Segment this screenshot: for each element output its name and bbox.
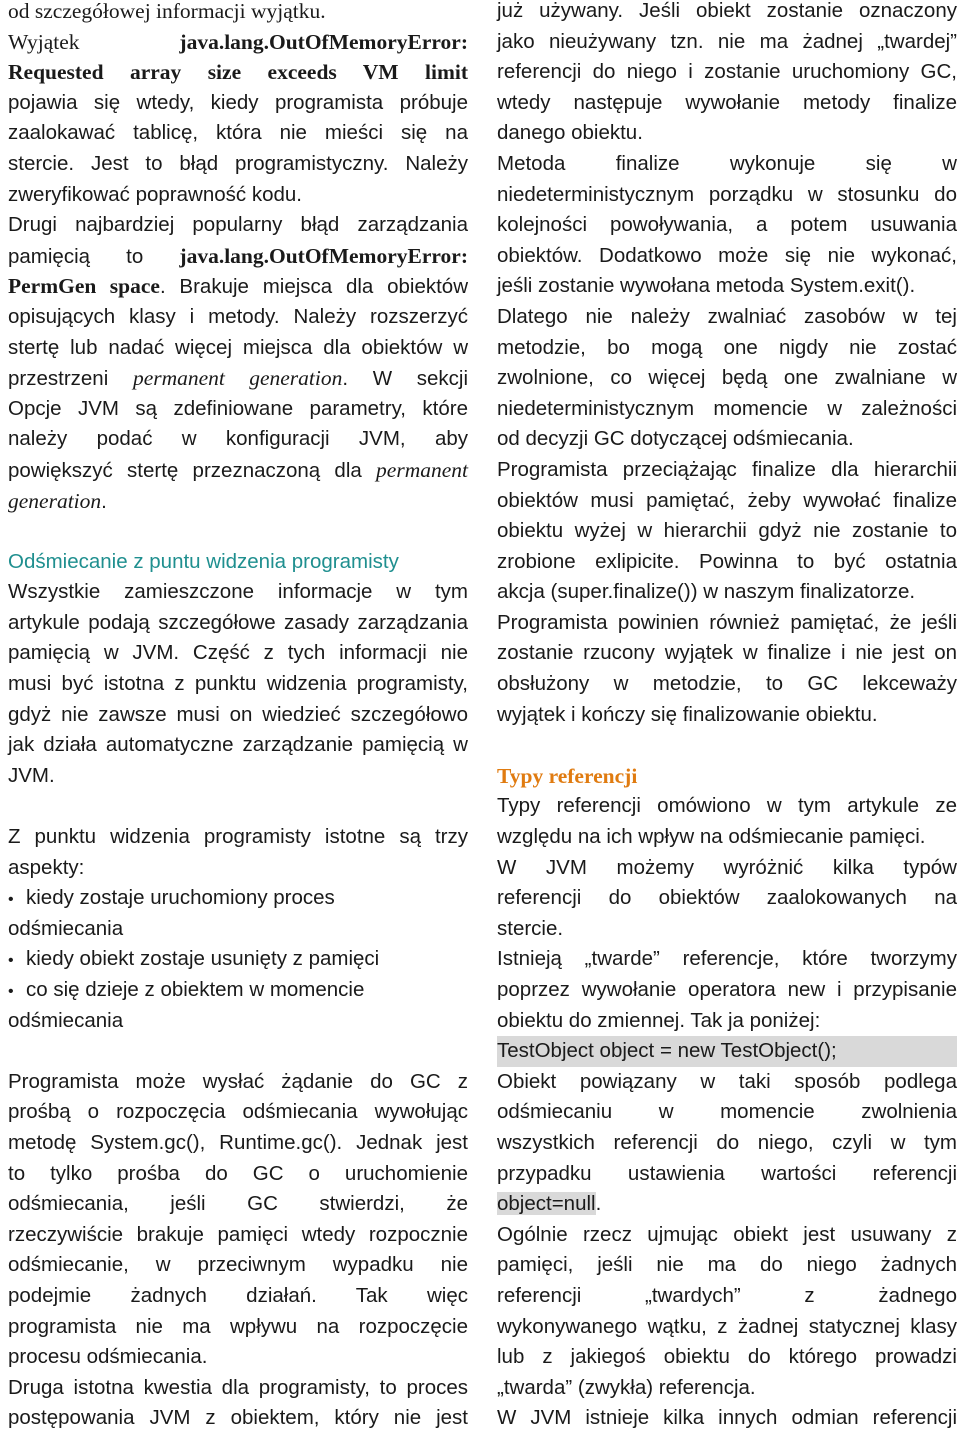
error-message: Requested array size exceeds VM limit — [8, 60, 468, 85]
text-line: danego obiektu. — [497, 121, 643, 145]
text-line: zrobione exlipicite. Powinna to być ostatnia — [497, 549, 957, 573]
text-line: odśmiecania, jeśli GC stwierdzi, że — [8, 1192, 468, 1216]
text-line: PermGen space. Brakuje miejsca dla obiektów — [8, 274, 468, 299]
text-line: programista nie ma wpływu na rozpoczęcie — [8, 1314, 468, 1338]
text-line: przypadku ustawienia wartości referencji — [497, 1161, 957, 1185]
text-line: Dlatego nie należy zwalniać zasobów w tej — [497, 304, 957, 328]
text-line: to tylko prośba do GC o uruchomienie — [8, 1161, 468, 1185]
text-line: pamięci, jeśli nie ma do niego żadnych — [497, 1253, 957, 1277]
text-line: podejmie żadnych działań. Tak więc — [8, 1283, 468, 1307]
text-line: „twarda” (zwykła) referencja. — [497, 1375, 756, 1399]
text-line: Ogólnie rzecz ujmując obiekt jest usuwany z — [497, 1222, 957, 1246]
section-heading: Typy referencji — [497, 763, 638, 788]
text-line: procesu odśmiecania. — [8, 1345, 208, 1369]
text-line: referencji do obiektów zaalokowanych na — [497, 886, 957, 910]
text-line: przestrzeni permanent generation. W sekcji — [8, 366, 468, 391]
right-column — [497, 0, 957, 1434]
text-line: już używany. Jeśli obiekt zostanie oznaczony — [497, 0, 957, 22]
text-line: prośbą o rozpoczęcia odśmiecania wywołując — [8, 1100, 468, 1124]
text-line: Metoda finalize wykonuje się w — [497, 151, 957, 175]
text-line: względu na ich wpływ na odśmiecanie pamięci. — [497, 825, 926, 849]
text-line: pojawia się wtedy, kiedy programista próbuje — [8, 90, 468, 114]
text-line: wszystkich referencji do niego, czyli w tym — [497, 1130, 957, 1154]
text-line: pamięcią w JVM. Część z tych informacji nie — [8, 641, 468, 665]
text-line: rzeczywiście brakuje pamięci wtedy rozpocznie — [8, 1222, 468, 1246]
text-line: kolejności powoływania, a potem usuwania — [497, 213, 957, 237]
text-line: Druga istotna kwestia dla programisty, to proces — [8, 1375, 468, 1399]
text-line: stercie. — [497, 916, 564, 940]
text-line: wykonywanego wątku, z żadnej statycznej klasy — [497, 1314, 957, 1338]
text-line: Z punktu widzenia programisty istotne są trzy — [8, 825, 468, 849]
text-line: należy podać w konfiguracji JVM, aby — [8, 427, 468, 451]
text-line: musi być istotna z punktu widzenia programisty, — [8, 672, 468, 696]
text-line: aspekty: — [8, 855, 85, 879]
text-line: powiększyć stertę przeznaczoną dla permanent — [8, 457, 468, 482]
text-line: wtedy następuje wywołanie metody finalize — [497, 90, 957, 114]
error-name: java.lang.OutOfMemoryError: — [179, 29, 468, 54]
text-line: niedeterministycznym momencie w zależności — [497, 396, 957, 420]
text-line: gdyż nie zawsze musi on wiedzieć szczegółowo — [8, 702, 468, 726]
text-line: zwolnione, co więcej będą one zwalniane w — [497, 366, 957, 390]
text-line: opisujących klasy i metody. Należy rozszerzyć — [8, 304, 468, 328]
text-line: obiektów musi pamiętać, żeby wywołać finalize — [497, 488, 957, 512]
bullet-item: • kiedy zostaje uruchomiony proces — [8, 883, 468, 914]
section-heading: Odśmiecanie z puntu widzenia programisty — [8, 549, 399, 573]
text-line: Programista może wysłać żądanie do GC z — [8, 1069, 468, 1093]
text-line: Typy referencji omówiono w tym artykule ze — [497, 794, 957, 818]
text-line: zostanie rzucony wyjątek w finalize i nie jest on — [497, 641, 957, 665]
text-line: artykule podają szczegółowe zasady zarządzania — [8, 610, 468, 634]
inline-code: object=null — [497, 1192, 596, 1216]
text-line: jeśli zostanie wywołana metoda System.exit(). — [497, 274, 916, 298]
left-column — [8, 0, 468, 1434]
text-line: Opcje JVM są zdefiniowane parametry, które — [8, 396, 468, 420]
text-line: referencji do niego i zostanie uruchomiony GC, — [497, 60, 957, 84]
text-line: jak działa automatyczne zarządzanie pamięcią w — [8, 733, 468, 757]
text-line: niedeterministycznym porządku w stosunku do — [497, 182, 957, 206]
text-line: Obiekt powiązany w taki sposób podlega — [497, 1069, 957, 1093]
text-line: JVM. — [8, 763, 55, 787]
text-line: W JVM możemy wyróżnić kilka typów — [497, 855, 957, 879]
code-line: TestObject object = new TestObject(); — [497, 1036, 957, 1067]
text-line: zweryfikować poprawność kodu. — [8, 182, 302, 206]
text-line: wyjątek i kończy się finalizowanie obiektu. — [497, 702, 878, 726]
text-line: obiektów. Dodatkowo może się nie wykonać, — [497, 243, 957, 267]
bullet-continuation: odśmiecania — [8, 916, 124, 940]
text-line: generation. — [8, 488, 107, 513]
text-line: metodę System.gc(), Runtime.gc(). Jednak jest — [8, 1130, 468, 1154]
text-line: lub z jakiegoś obiektu do którego prowadzi — [497, 1345, 957, 1369]
text-line: od szczegółowej informacji wyjątku. — [8, 0, 326, 23]
text-line: jako nieużywany tzn. nie ma żadnej „twardej” — [497, 29, 957, 53]
text-line: referencji „twardych” z żadnego — [497, 1283, 957, 1307]
text-line: metodzie, bo mogą one nigdy nie zostać — [497, 335, 957, 359]
text-line: odśmiecaniu w momencie zwolnienia — [497, 1100, 957, 1124]
text-line: Drugi najbardziej popularny błąd zarządzania — [8, 213, 468, 237]
text-line: object=null. — [497, 1192, 602, 1216]
text-line: obiektu wyżej w hierarchii gdyż nie zostanie to — [497, 519, 957, 543]
text-line: odśmiecanie, w przeciwnym wypadku nie — [8, 1253, 468, 1277]
bullet-item: • kiedy obiekt zostaje usunięty z pamięci — [8, 944, 468, 975]
text-line: Programista powinien również pamiętać, że jeśli — [497, 610, 957, 634]
text-line: Wszystkie zamieszczone informacje w tym — [8, 580, 468, 604]
text-line: stertę lub nadać więcej miejsca dla obiektów w — [8, 335, 468, 359]
text-line: Wyjątek java.lang.OutOfMemoryError: — [8, 29, 468, 54]
text-line: W JVM istnieje kilka innych odmian referencji — [497, 1406, 957, 1430]
text-line: poprzez wywołanie operatora new i przypisanie — [497, 978, 957, 1001]
text-line: obsłużony w metodzie, to GC lekceważy — [497, 672, 957, 696]
bullet-item: • co się dzieje z obiektem w momencie — [8, 975, 468, 1006]
text-line: stercie. Jest to błąd programistyczny. Należy — [8, 151, 468, 175]
error-name: java.lang.OutOfMemoryError: — [179, 243, 468, 268]
text-line: pamięcią to java.lang.OutOfMemoryError: — [8, 243, 468, 268]
text-line: zaalokawać tablicę, która nie mieści się na — [8, 121, 468, 145]
text-line: Programista przeciążając finalize dla hierarchii — [497, 457, 957, 481]
text-line: obiektu do zmiennej. Tak ja poniżej: — [497, 1008, 821, 1032]
text-line: Istnieją „twarde” referencje, które tworzymy — [497, 947, 957, 971]
text-line: od decyzji GC dotyczącej odśmiecania. — [497, 427, 854, 451]
text-line: postępowania JVM z obiektem, który nie jest — [8, 1406, 468, 1430]
error-name: PermGen space — [8, 274, 160, 299]
bullet-continuation: odśmiecania — [8, 1008, 124, 1032]
text-line: akcja (super.finalize()) w naszym finalizatorze. — [497, 580, 916, 604]
